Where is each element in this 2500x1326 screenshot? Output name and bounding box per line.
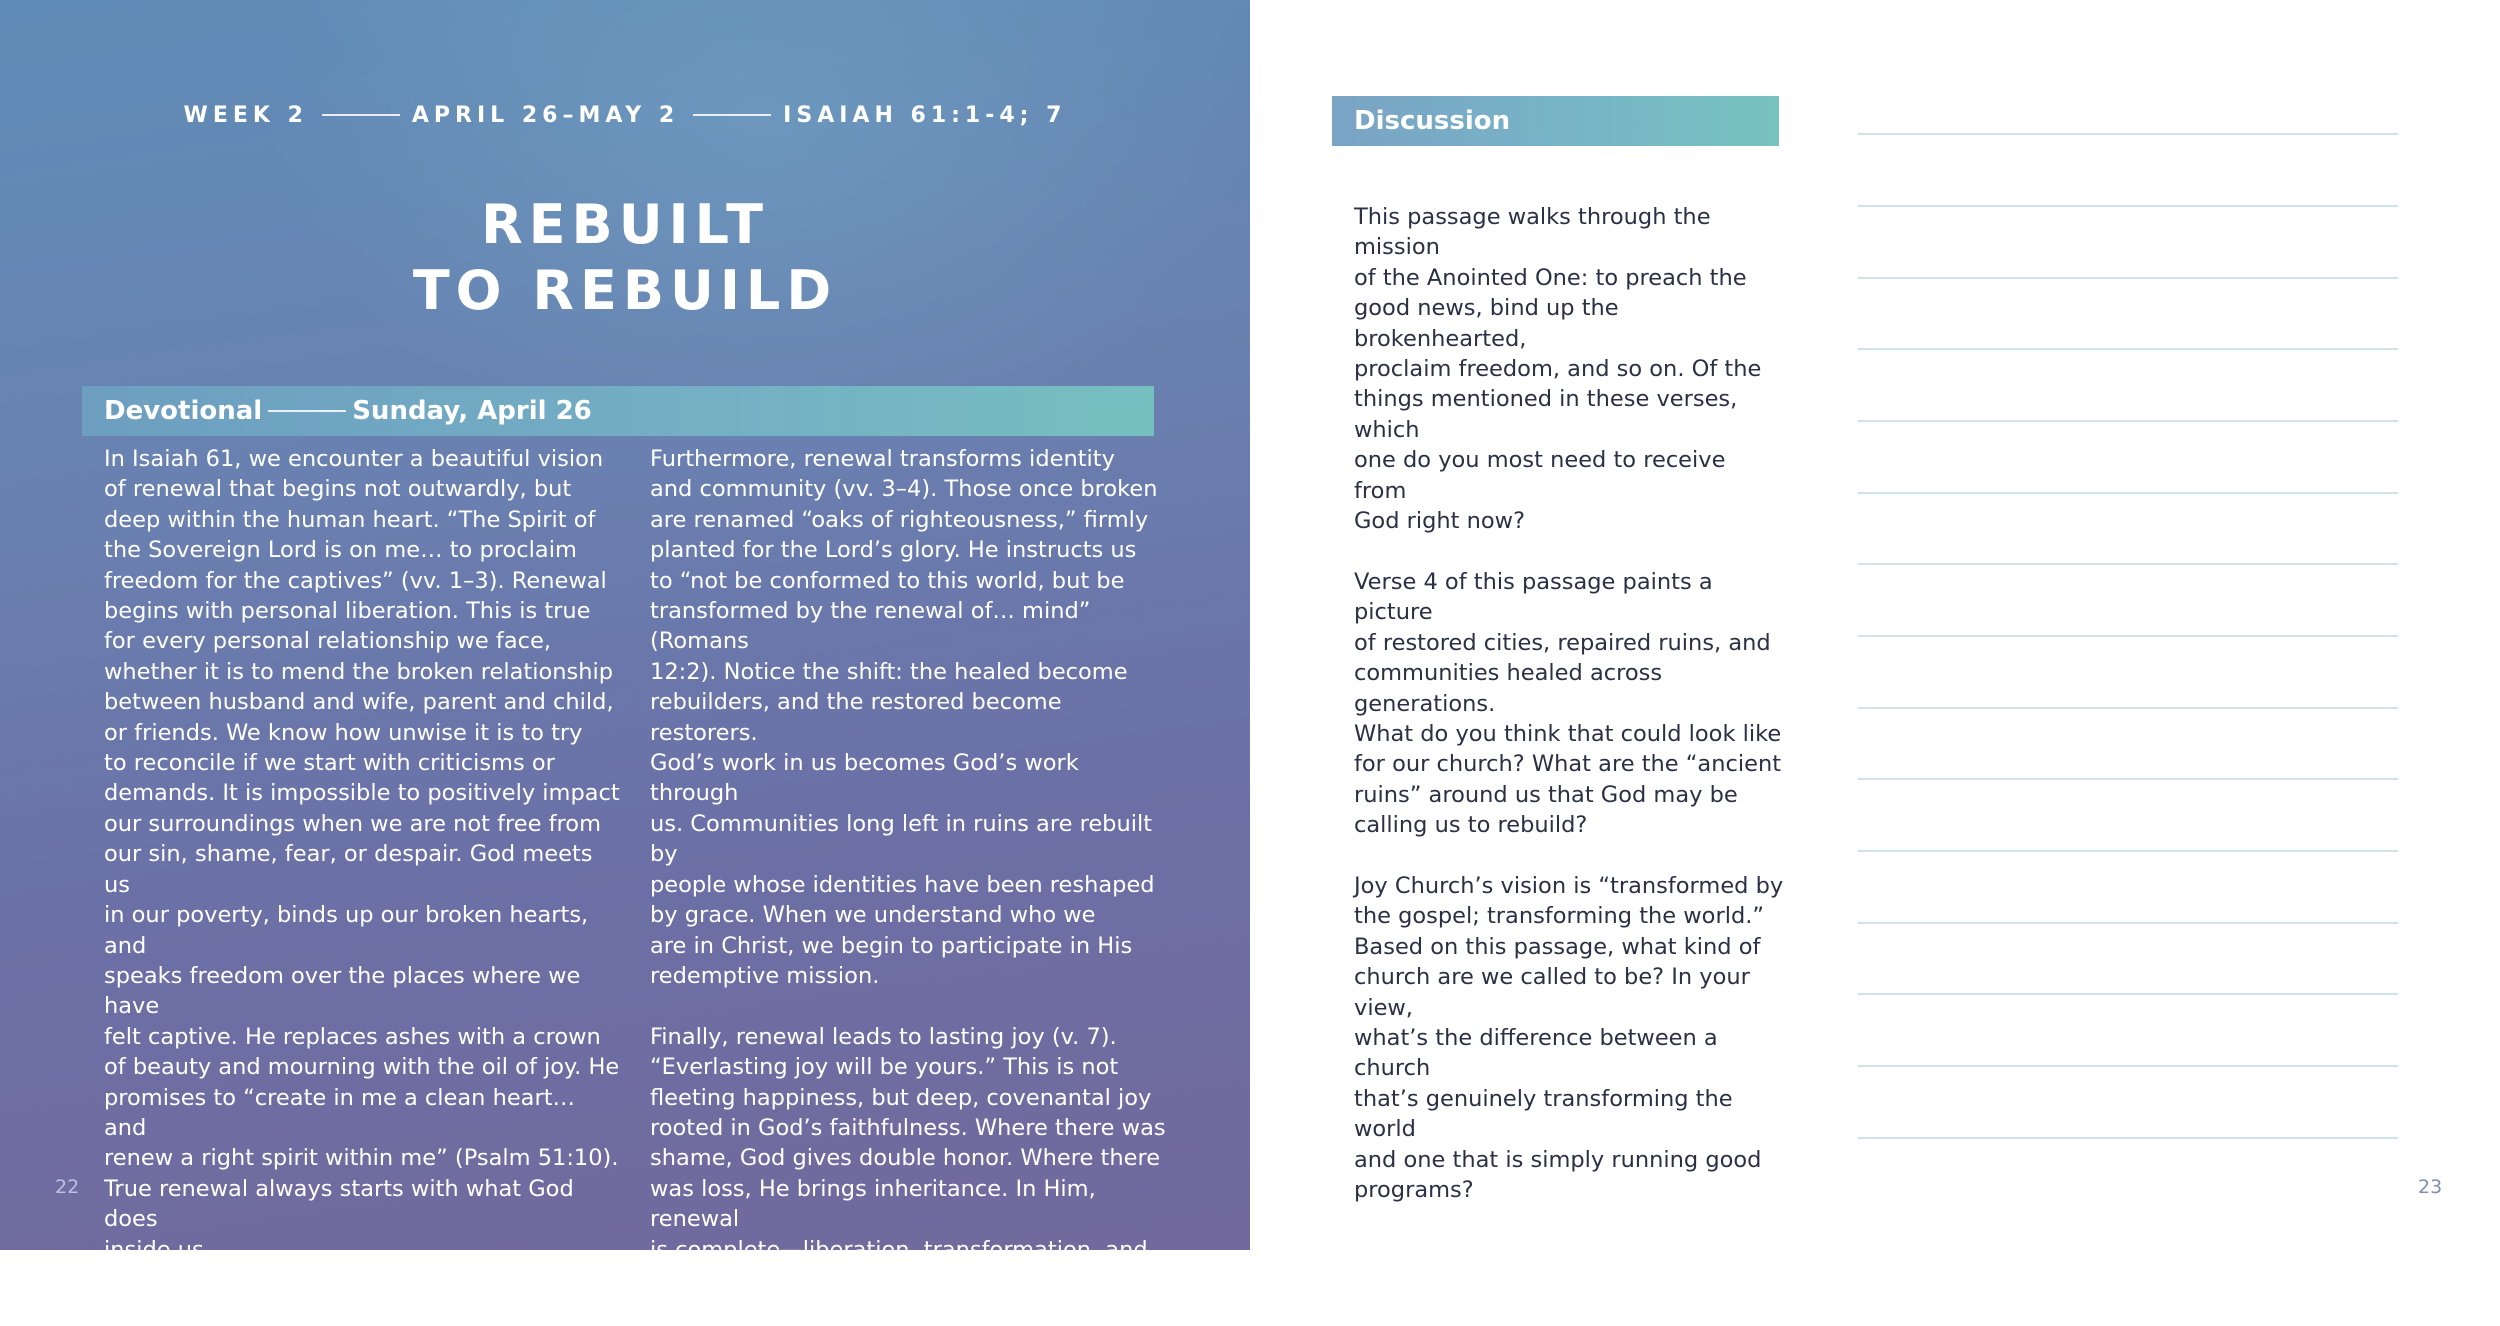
page-number-left: 22 [55,1176,80,1198]
right-page [1250,0,2500,1250]
note-line [1858,993,2398,995]
devotional-column-1: In Isaiah 61, we encounter a beautiful vision of renewal that begins not outwardly, but deep within the human heart. “The Spirit of the Sovereign Lord is on me… to proclaim freedom for the captives” (vv. 1–3). Renewal begins with personal liberation. This is true for every personal relationship we face, whether it is to mend the broken relationship between husband and wife, parent and child, or friends. We know how unwise it is to try to reconcile if we start with criticisms or demands. It is impossible to positively impact our surroundings when we are not free from our sin, shame, fear, or despair. God meets us in our poverty, binds up our broken hearts, and speaks freedom over the places where we have felt captive. He replaces ashes with a crown of beauty and mourning with the oil of joy. He promises to “create in me a clean heart… and renew a right spirit within me” (Psalm 51:10). True renewal always starts with what God does inside us. [104,446,620,1263]
week-divider [322,114,400,116]
note-line [1858,1065,2398,1067]
note-line [1858,778,2398,780]
date-range: APRIL 26–MAY 2 [411,102,680,128]
page-number-right: 23 [2418,1176,2443,1198]
devotional-divider [268,410,346,412]
left-page [0,0,1250,1324]
scripture-divider [693,114,771,116]
note-line [1858,420,2398,422]
note-line [1858,563,2398,565]
note-line [1858,205,2398,207]
discussion-questions: This passage walks through the mission of the Anointed One: to preach the good news, bind up the brokenhearted, proclaim freedom, and so on. Of the things mentioned in these verses, which one do you most need to receive from God right now? Verse 4 of this passage paints a picture of restored cities, repaired ruins, and communities healed across generations. What do you think that could look like for our church? What are the “ancient ruins” around us that God may be calling us to rebuild? Joy Church’s vision is “transformed by the gospel; transforming the world.” Based on this passage, what kind of church are we called to be? In your view, what’s the difference between a church that’s genuinely transforming the world and one that is simply running good programs? [1354,204,1784,1203]
discussion-header-bar [1332,96,1779,146]
note-line [1858,1137,2398,1139]
note-line [1858,635,2398,637]
note-line [1858,707,2398,709]
title-line-1: REBUILT [481,193,769,256]
note-line [1858,850,2398,852]
page-title [0,192,1250,324]
note-line [1858,277,2398,279]
devotional-date: Sunday, April 26 [352,396,592,426]
note-line [1858,492,2398,494]
devotional-label: Devotional [104,396,263,426]
week-header [0,100,1250,130]
devotional-header-bar [82,386,1154,436]
scripture-reference: ISAIAH 61:1-4; 7 [783,102,1067,128]
devotional-column-2: Furthermore, renewal transforms identity and community (vv. 3–4). Those once broken are renamed “oaks of righteousness,” firmly planted for the Lord’s glory. He instructs us to “not be conformed to this world, but be transformed by the renewal of… mind” (Romans 12:2). Notice the shift: the healed become rebuilders, and the restored become restorers. God’s work in us becomes God’s work through us. Communities long left in ruins are rebuilt by people whose identities have been reshaped by grace. When we understand who we are in Christ, we begin to participate in His redemptive mission. Finally, renewal leads to lasting joy (v. 7). “Everlasting joy will be yours.” This is not fleeting happiness, but deep, covenantal joy rooted in God’s faithfulness. Where there was shame, God gives double honor. Where there was loss, He brings inheritance. In Him, renewal is complete—liberation, transformation, and joy that endures forever. [650,446,1166,1324]
title-line-2: TO REBUILD [412,259,838,322]
note-line [1858,922,2398,924]
note-line [1858,133,2398,135]
note-line [1858,348,2398,350]
discussion-label: Discussion [1354,106,1511,136]
week-label: WEEK 2 [183,102,308,128]
